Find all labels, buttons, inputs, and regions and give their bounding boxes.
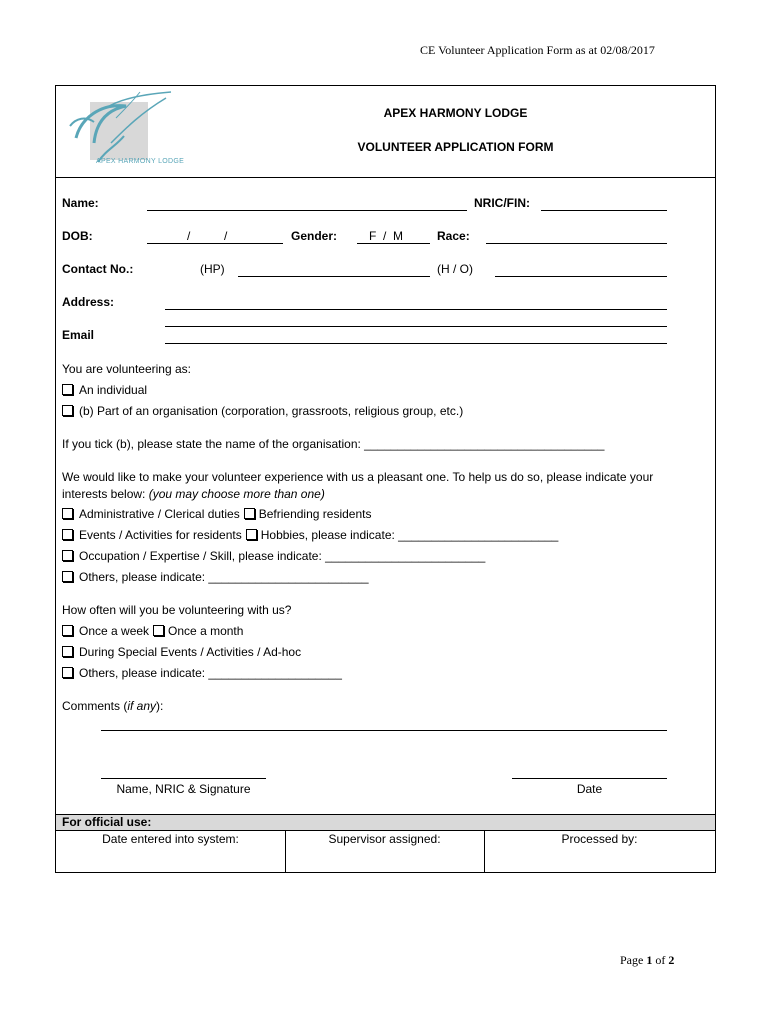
interests-intro2-italic: (you may choose more than one): [148, 487, 325, 501]
option-befriending-label: Befriending residents: [258, 507, 372, 521]
checkbox-icon[interactable]: [62, 405, 73, 416]
interests-intro: We would like to make your volunteer experience with us a pleasant one. To help us do so, please indicate your: [62, 470, 654, 484]
option-others-label: Others, please indicate: ________________________: [79, 570, 369, 584]
checkbox-icon[interactable]: [62, 667, 73, 678]
volunteering-as-question: You are volunteering as:: [62, 362, 191, 376]
left-border: [55, 178, 56, 815]
checkbox-icon[interactable]: [244, 508, 255, 519]
gender-options: F / M: [369, 229, 403, 243]
interest-row-1: [62, 507, 371, 521]
gender-label: Gender:: [291, 229, 338, 243]
ho-label: (H / O): [437, 262, 473, 276]
option-hobbies-label: Hobbies, please indicate: ________________________: [260, 528, 559, 542]
frequency-question: How often will you be volunteering with us?: [62, 603, 292, 617]
form-title: VOLUNTEER APPLICATION FORM: [357, 140, 554, 154]
interest-row-4: [62, 570, 369, 584]
signature-label: Name, NRIC & Signature: [116, 782, 251, 796]
frequency-row-2: [62, 645, 301, 659]
checkbox-icon[interactable]: [62, 625, 73, 636]
page-of: of: [652, 953, 669, 967]
race-label: Race:: [437, 229, 470, 243]
dob-label: DOB:: [62, 229, 93, 243]
checkbox-icon[interactable]: [62, 550, 73, 561]
frequency-row-1: [62, 624, 243, 638]
email-input-line[interactable]: [165, 343, 667, 344]
name-input-line[interactable]: [147, 210, 467, 211]
comments-input-line[interactable]: [101, 730, 667, 731]
interests-intro2-text: interests below:: [62, 487, 146, 501]
option-special-events-label: During Special Events / Activities / Ad-hoc: [79, 645, 302, 659]
name-label: Name:: [62, 196, 99, 210]
option-occupation-label: Occupation / Expertise / Skill, please indicate: ________________________: [79, 549, 486, 563]
checkbox-icon[interactable]: [153, 625, 164, 636]
option-individual-label: An individual: [79, 383, 148, 397]
date-input-line[interactable]: [512, 778, 667, 779]
dob-separator-1: /: [187, 229, 191, 243]
page-current: 1: [646, 953, 653, 967]
page-total: 2: [668, 953, 675, 967]
option-admin-label: Administrative / Clerical duties: [79, 507, 240, 521]
hp-input-line[interactable]: [238, 276, 430, 277]
option-individual[interactable]: [62, 383, 147, 397]
logo-text: APEX HARMONY LODGE: [96, 158, 185, 165]
address-input-line-2[interactable]: [165, 326, 667, 327]
date-label: Date: [576, 782, 603, 796]
comments-label-text: Comments (: [62, 699, 128, 713]
option-once-a-month-label: Once a month: [168, 624, 244, 638]
document-version-header: CE Volunteer Application Form as at 02/08/2017: [420, 43, 655, 57]
option-organisation[interactable]: [62, 404, 463, 418]
email-label: Email: [62, 328, 95, 342]
checkbox-icon[interactable]: [62, 571, 73, 582]
comments-label: [62, 699, 163, 713]
hp-label: (HP): [200, 262, 225, 276]
signature-input-line[interactable]: [101, 778, 266, 779]
race-input-line[interactable]: [486, 243, 667, 244]
option-events-label: Events / Activities for residents: [79, 528, 242, 542]
form-header-box: [55, 85, 716, 178]
nric-input-line[interactable]: [541, 210, 667, 211]
checkbox-icon[interactable]: [246, 529, 257, 540]
address-input-line-1[interactable]: [165, 309, 667, 310]
official-use-header: For official use:: [62, 815, 152, 829]
option-organisation-label: (b) Part of an organisation (corporation, grassroots, religious group, etc.): [79, 404, 464, 418]
organisation-name-prompt: If you tick (b), please state the name of the organisation: ____________________________________: [62, 437, 605, 451]
checkbox-icon[interactable]: [62, 646, 73, 657]
nric-label: NRIC/FIN:: [474, 196, 530, 210]
checkbox-icon[interactable]: [62, 384, 73, 395]
checkbox-icon[interactable]: [62, 529, 73, 540]
ho-input-line[interactable]: [495, 276, 667, 277]
dob-input-line[interactable]: [147, 243, 283, 244]
right-border: [715, 178, 716, 815]
interest-row-2: [62, 528, 558, 542]
option-once-a-week-label: Once a week: [79, 624, 150, 638]
official-use-table: [55, 814, 716, 873]
processed-by-cell: Processed by:: [561, 832, 638, 846]
page-prefix: Page: [620, 953, 647, 967]
page-number: [620, 953, 674, 968]
frequency-row-3: [62, 666, 342, 680]
organization-name: APEX HARMONY LODGE: [383, 106, 528, 120]
interest-row-3: [62, 549, 485, 563]
date-entered-cell: Date entered into system:: [102, 832, 239, 846]
interests-intro-line2: [62, 487, 325, 501]
checkbox-icon[interactable]: [62, 508, 73, 519]
comments-label-end: ):: [156, 699, 164, 713]
apex-harmony-lodge-logo: [66, 88, 186, 174]
official-use-header-row: [56, 815, 715, 831]
supervisor-assigned-cell: Supervisor assigned:: [328, 832, 441, 846]
contact-label: Contact No.:: [62, 262, 134, 276]
dob-separator-2: /: [224, 229, 228, 243]
option-frequency-others-label: Others, please indicate: ____________________: [79, 666, 342, 680]
comments-label-italic: if any: [127, 699, 157, 713]
gender-input-line[interactable]: [357, 243, 430, 244]
address-label: Address:: [62, 295, 115, 309]
